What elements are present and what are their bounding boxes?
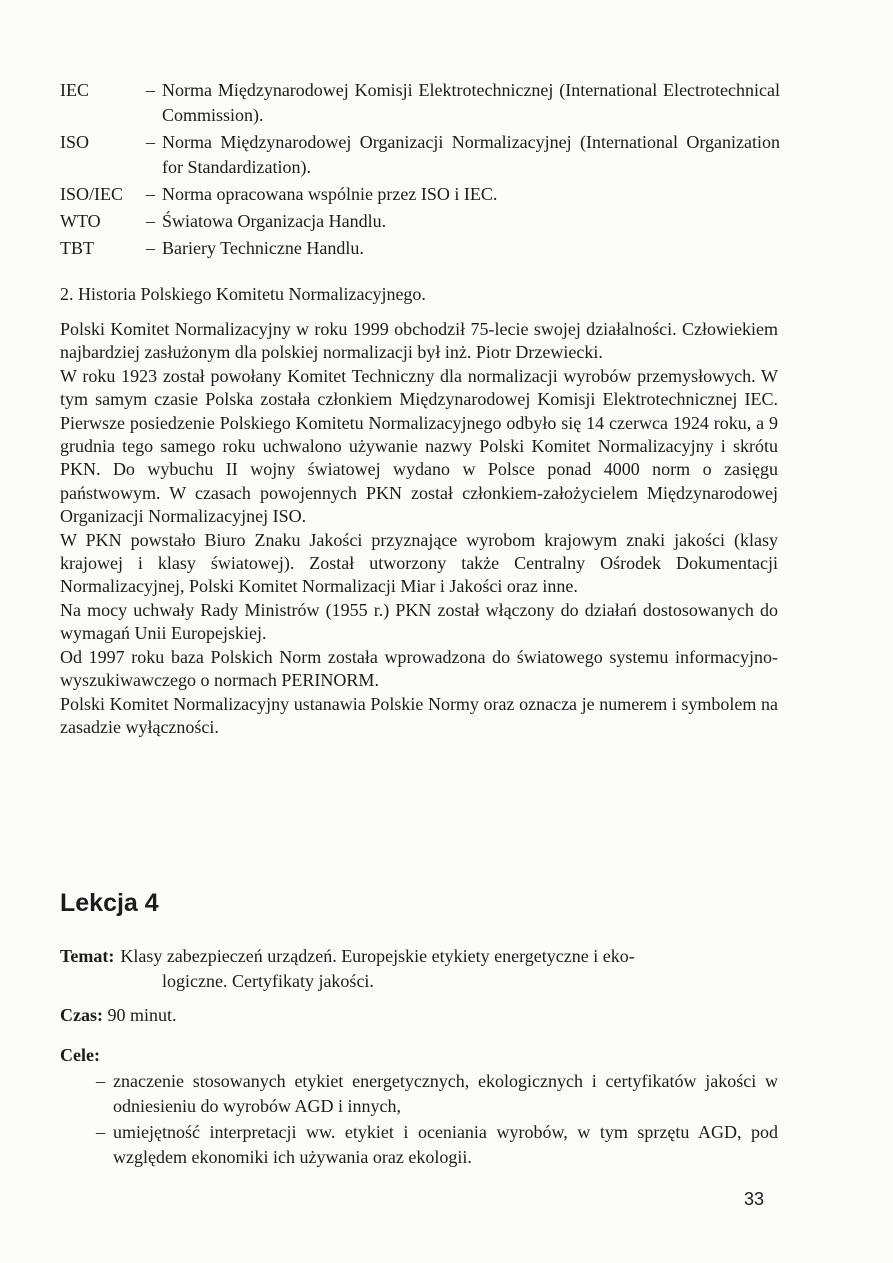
abbreviation-row bbox=[60, 182, 780, 207]
history-paragraph: W roku 1923 został powołany Komitet Techniczny dla normalizacji wyrobów przemysłowych. W tym samym czasie Polska została członkiem Międzynarodowej Komisji Elektrotechnicznej IEC. Pierwsze posiedzenie Polskiego Komitetu Normalizacyjnego odbyło się 14 czerwca 1924 roku, a 9 grudnia tego samego roku uchwalono używanie nazwy Polski Komitet Normalizacyjny i skrótu PKN. Do wybuchu II wojny światowej wydano w Polsce ponad 4000 norm o zasięgu państwowym. W czasach powojennych PKN został członkiem-założycielem Międzynarodowej Organizacji Normalizacyjnej ISO. bbox=[60, 365, 778, 527]
abbreviation-dash: – bbox=[146, 238, 155, 258]
goal-dash: – bbox=[96, 1071, 105, 1091]
abbreviation-definition: Bariery Techniczne Handlu. bbox=[162, 238, 364, 258]
duration-value: 90 minut. bbox=[107, 1005, 177, 1025]
history-paragraph: Polski Komitet Normalizacyjny ustanawia Polskie Normy oraz oznacza je numerem i symbolem na zasadzie wyłączności. bbox=[60, 693, 778, 737]
abbreviation-key: WTO bbox=[60, 211, 101, 231]
list-item bbox=[96, 1069, 778, 1118]
topic-text-line: logiczne. Certyfikaty jakości. bbox=[162, 971, 374, 991]
abbreviation-definition: Norma Międzynarodowej Komisji Elektrotechnicznej (International Electrotechnical Commission). bbox=[162, 80, 780, 125]
abbreviation-dash: – bbox=[146, 184, 155, 204]
list-item bbox=[96, 1120, 778, 1169]
abbreviation-key: ISO bbox=[60, 132, 90, 152]
page-number: 33 bbox=[744, 1189, 765, 1209]
abbreviation-row bbox=[60, 236, 780, 261]
abbreviation-definition: Norma Międzynarodowej Organizacji Normalizacyjnej (International Organization for Standardization). bbox=[162, 132, 780, 177]
abbreviation-dash: – bbox=[146, 132, 155, 152]
goals-label: Cele: bbox=[60, 1045, 100, 1065]
history-text bbox=[60, 318, 778, 739]
topic-text-line: Klasy zabezpieczeń urządzeń. Europejskie etykiety energetyczne i eko- bbox=[120, 946, 635, 966]
history-paragraph: W PKN powstało Biuro Znaku Jakości przyznające wyrobom krajowym znaki jakości (klasy krajowej i klasy światowej). Został utworzony także Centralny Ośrodek Dokumentacji Normalizacyjnej, Polski Komitet Normalizacji Miar i Jakości oraz inne. bbox=[60, 529, 778, 597]
goal-dash: – bbox=[96, 1122, 105, 1142]
lesson-duration bbox=[60, 1003, 177, 1028]
duration-label: Czas: bbox=[60, 1005, 103, 1025]
goal-text: znaczenie stosowanych etykiet energetycznych, ekologicznych i certyfikatów jakości w odniesieniu do wyrobów AGD i innych, bbox=[113, 1071, 778, 1116]
section-heading: 2. Historia Polskiego Komitetu Normalizacyjnego. bbox=[60, 284, 426, 304]
goals-list bbox=[96, 1069, 778, 1171]
abbreviation-definition: Norma opracowana wspólnie przez ISO i IEC. bbox=[162, 184, 498, 204]
abbreviation-key: IEC bbox=[60, 80, 89, 100]
history-paragraph: Na mocy uchwały Rady Ministrów (1955 r.) PKN został włączony do działań dostosowanych do wymagań Unii Europejskiej. bbox=[60, 599, 778, 644]
abbreviation-row bbox=[60, 209, 780, 234]
abbreviation-key: TBT bbox=[60, 238, 94, 258]
history-paragraph: Polski Komitet Normalizacyjny w roku 1999 obchodził 75-lecie swojej działalności. Człowiekiem najbardziej zasłużonym dla polskiej normalizacji był inż. Piotr Drzewiecki. bbox=[60, 319, 778, 363]
lesson-title: Lekcja 4 bbox=[60, 889, 159, 917]
abbreviation-dash: – bbox=[146, 80, 155, 100]
abbreviation-dash: – bbox=[146, 211, 155, 231]
abbreviation-row bbox=[60, 130, 780, 180]
abbreviation-row bbox=[60, 78, 780, 128]
history-paragraph: Od 1997 roku baza Polskich Norm została wprowadzona do światowego systemu informacyjno-wyszukiwawczego o normach PERINORM. bbox=[60, 646, 778, 691]
lesson-topic bbox=[60, 944, 778, 994]
goal-text: umiejętność interpretacji ww. etykiet i oceniania wyrobów, w tym sprzętu AGD, pod względem ekonomiki ich używania oraz ekologii. bbox=[113, 1122, 778, 1167]
abbreviation-list bbox=[60, 78, 780, 263]
abbreviation-definition: Światowa Organizacja Handlu. bbox=[162, 211, 387, 231]
topic-label: Temat: bbox=[60, 946, 115, 966]
abbreviation-key: ISO/IEC bbox=[60, 184, 123, 204]
